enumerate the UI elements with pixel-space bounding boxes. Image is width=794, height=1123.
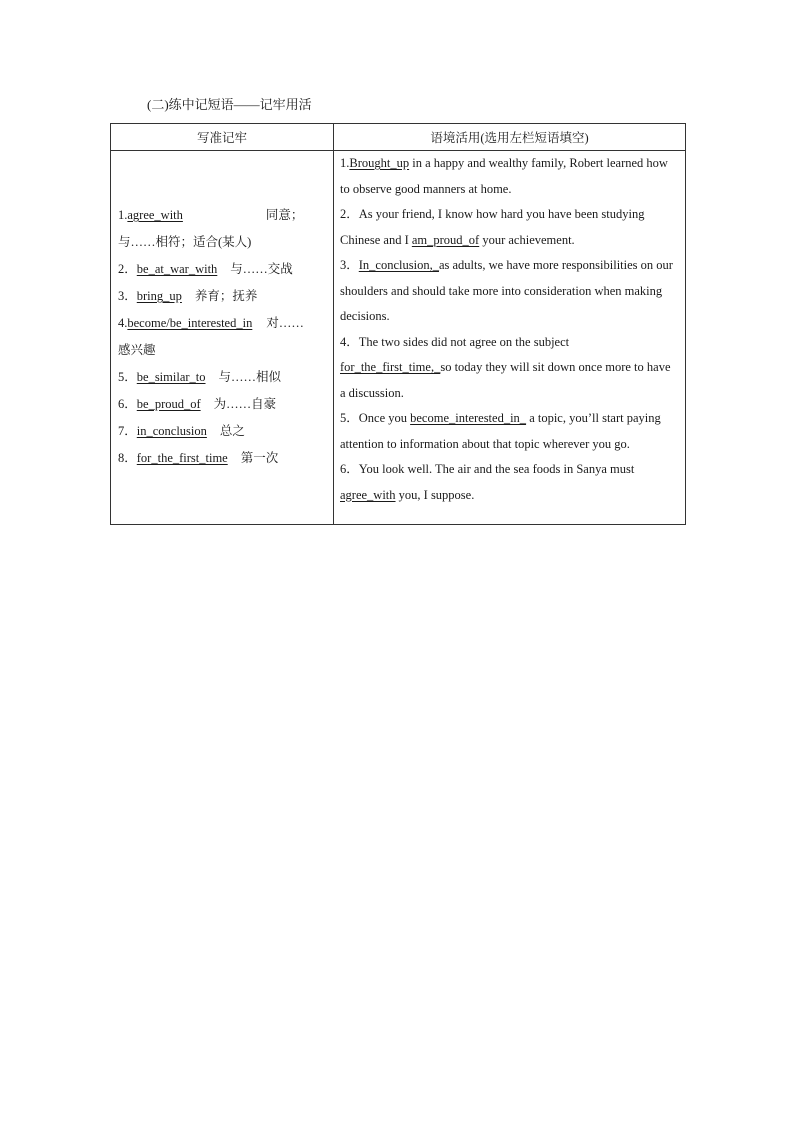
phrase-meaning: 养育；抚养	[194, 289, 258, 303]
phrase-item-8	[118, 445, 327, 472]
exercise-text: 5．Once you	[340, 411, 411, 425]
phrase-number: 1.	[118, 208, 128, 222]
phrase-number: 5．	[118, 370, 137, 384]
exercise-blank: become_interested_in_	[410, 411, 527, 425]
exercise-text: as adults, we have more responsibilities on our shoulders and should take more into consideration when making decisions.	[340, 258, 673, 323]
phrase-meaning-cont: 与……相符；适合(某人)	[118, 235, 252, 249]
phrase-meaning: 同意；	[265, 208, 304, 222]
phrase-list	[118, 202, 327, 472]
exercise-text: you, I suppose.	[395, 487, 475, 502]
phrase-number: 2．	[118, 262, 137, 276]
phrase-item-3	[118, 283, 327, 310]
exercise-item-2	[340, 202, 679, 253]
exercise-item-3	[340, 253, 679, 330]
exercise-blank: for_the_first_time,_	[340, 360, 441, 374]
phrase-number: 3．	[118, 289, 137, 303]
exercise-text: 3．	[340, 258, 359, 272]
phrase-item-5	[118, 364, 327, 391]
section-title: (二)练中记短语——记牢用活	[147, 97, 312, 112]
phrase-text: be_similar_to	[136, 370, 206, 384]
phrase-item-1	[118, 202, 327, 256]
phrase-number: 6．	[118, 397, 137, 411]
phrase-text: become/be_interested_in	[127, 316, 253, 330]
exercise-blank: agree_with	[340, 487, 396, 502]
exercise-item-5	[340, 406, 679, 457]
right-column	[334, 151, 686, 525]
phrase-number: 8．	[118, 451, 137, 465]
phrase-item-6	[118, 391, 327, 418]
exercise-item-4	[340, 330, 679, 407]
exercise-text: so today they will sit down once more to have a discussion.	[340, 360, 671, 400]
exercise-text: a topic, you’ll start paying attention to information about that topic wherever you go.	[340, 411, 661, 451]
exercise-item-1	[340, 151, 679, 202]
phrase-meaning: 与……交战	[230, 262, 293, 276]
exercise-item-6	[340, 457, 679, 508]
phrase-meaning: 总之	[219, 424, 245, 438]
phrase-item-7	[118, 418, 327, 445]
phrase-text: agree_with	[127, 208, 183, 222]
exercise-text: 6．You look well. The air and the sea foods in Sanya must	[340, 462, 635, 476]
phrase-text: in_conclusion	[136, 424, 207, 438]
exercise-text: 1.	[340, 156, 350, 170]
phrase-meaning: 为……自豪	[213, 397, 277, 411]
header-row	[111, 124, 686, 151]
phrase-number: 7．	[118, 424, 137, 438]
exercise-text: 4．The two sides did not agree on the subject	[340, 334, 570, 349]
phrase-text: bring_up	[136, 289, 182, 303]
phrase-meaning-cont: 感兴趣	[118, 343, 156, 357]
phrase-number: 4.	[118, 316, 128, 330]
phrase-text: be_proud_of	[136, 397, 201, 411]
phrase-item-2	[118, 256, 327, 283]
phrase-text: for_the_first_time	[136, 451, 228, 465]
exercise-blank: Brought_up	[349, 156, 410, 170]
left-column	[111, 151, 334, 525]
exercise-blank: am_proud_of	[411, 232, 480, 247]
phrase-meaning: 第一次	[240, 451, 279, 465]
exercise-blank: In_conclusion,_	[358, 258, 439, 272]
exercise-list	[340, 151, 679, 511]
content-row	[111, 151, 686, 525]
phrase-item-4	[118, 310, 327, 364]
phrase-meaning: 对……	[266, 316, 304, 330]
header-left: 写准记牢	[111, 124, 334, 151]
phrase-text: be_at_war_with	[136, 262, 218, 276]
exercise-text: in a happy and wealthy family, Robert learned how to observe good manners at home.	[340, 156, 668, 196]
phrase-meaning: 与……相似	[218, 370, 282, 384]
exercise-text: your achievement.	[479, 232, 575, 247]
phrase-table	[110, 123, 686, 525]
exercise-text: 2．As your friend, I know how hard you have been studying Chinese and I	[340, 207, 645, 247]
header-right: 语境活用(选用左栏短语填空)	[334, 124, 686, 151]
